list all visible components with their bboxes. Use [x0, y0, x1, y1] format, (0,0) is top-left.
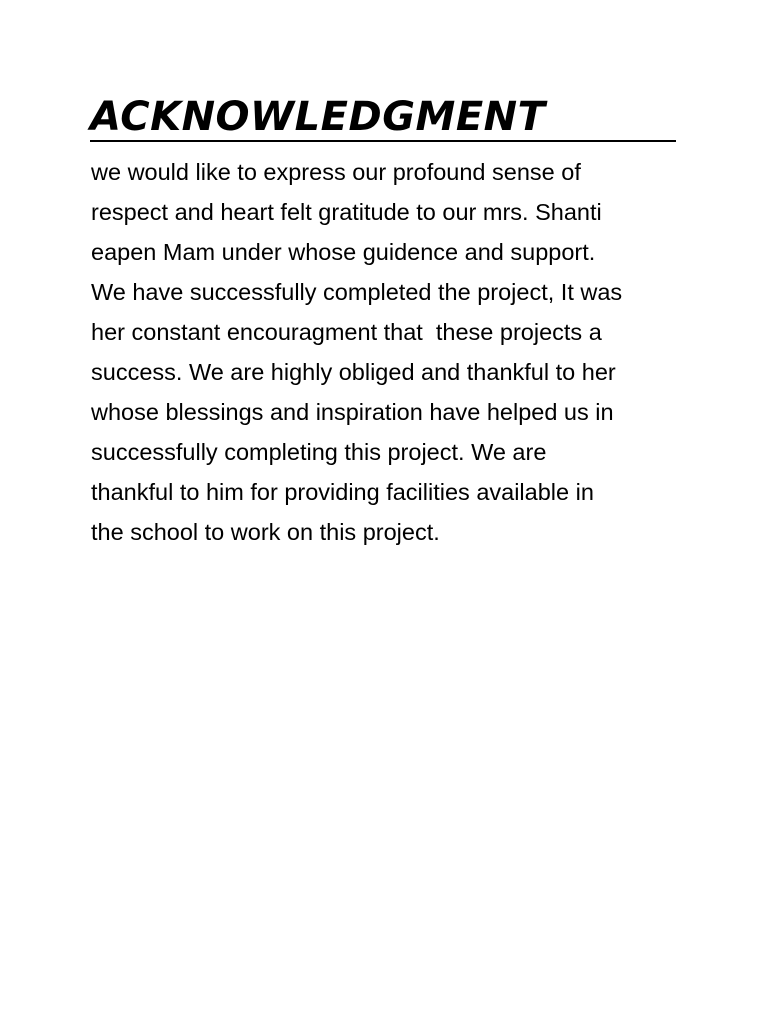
page-title: ACKNOWLEDGMENT — [90, 94, 546, 140]
acknowledgment-paragraph — [91, 152, 691, 552]
paragraph-line: whose blessings and inspiration have helped us in — [91, 399, 614, 425]
heading-container — [90, 92, 676, 142]
paragraph-line: thankful to him for providing facilities available in — [91, 479, 594, 505]
paragraph-line: eapen Mam under whose guidence and support. — [91, 239, 596, 265]
paragraph-line: respect and heart felt gratitude to our mrs. Shanti — [91, 199, 602, 225]
paragraph-line: her constant encouragment that these projects a — [91, 319, 602, 345]
paragraph-line: successfully completing this project. We are — [91, 439, 547, 465]
paragraph-line: We have successfully completed the project, It was — [91, 279, 623, 305]
paragraph-line: the school to work on this project. — [91, 519, 440, 545]
paragraph-line: we would like to express our profound sense of — [91, 159, 581, 185]
paragraph-line: success. We are highly obliged and thankful to her — [91, 359, 616, 385]
